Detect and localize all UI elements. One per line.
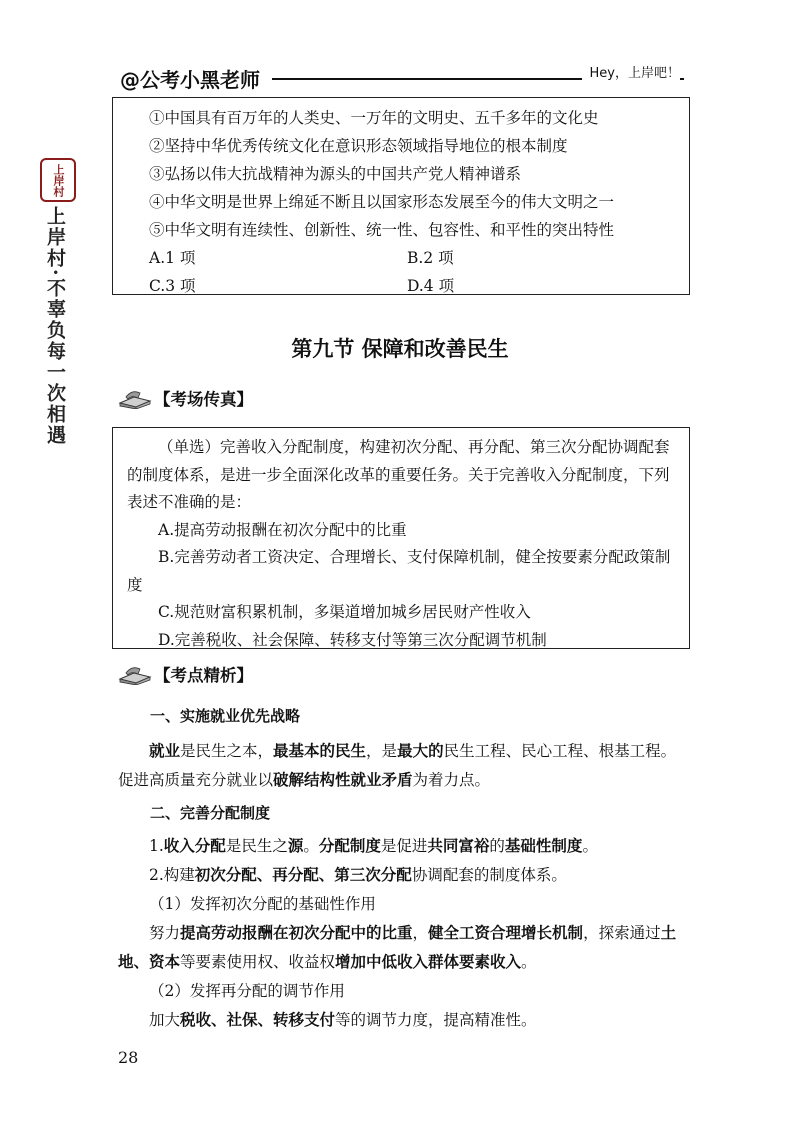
option-d: D.4 项 xyxy=(407,277,455,295)
paragraph-initial xyxy=(118,919,688,977)
bold-text: 就业 xyxy=(149,742,181,760)
seal-logo: 上岸村 xyxy=(40,158,76,202)
option-a: A.1 项 xyxy=(149,249,196,267)
question-box xyxy=(112,97,690,295)
statement-item: ①中国具有百万年的人类史、一万年的文明史、五千多年的文化史 xyxy=(149,109,599,127)
answer-options xyxy=(149,244,689,300)
bold-text: 提高劳动报酬在初次分配中的比重 xyxy=(180,924,413,942)
text: 民生工程、民心工程、根基工程。促进高质量充分就业以 xyxy=(118,742,677,789)
header-brand: @公考小黑老师 xyxy=(120,68,260,92)
statement-item: ⑤中华文明有连续性、创新性、统一性、包容性、和平性的突出特性 xyxy=(149,221,615,239)
bold-text: 基础性制度 xyxy=(504,837,583,855)
text: 等的调节力度，提高精准性。 xyxy=(335,1011,537,1029)
bold-text: 初次分配、再分配、第三次分配 xyxy=(194,866,412,884)
analysis-content xyxy=(118,702,688,1035)
option-c: C.规范财富积累机制，多渠道增加城乡居民财产性收入 xyxy=(158,603,531,621)
paragraph-income xyxy=(118,832,688,861)
statement-item: ④中华文明是世界上绵延不断且以国家形态发展至今的伟大文明之一 xyxy=(149,193,615,211)
question-stem: （单选）完善收入分配制度，构建初次分配、再分配、第三次分配协调配套的制度体系，是进一步全面深化改革的重要任务。关于完善收入分配制度，下列表述不准确的是： xyxy=(127,438,670,511)
heading-distribution: 二、完善分配制度 xyxy=(150,804,271,822)
bold-text: 最大的 xyxy=(397,742,444,760)
text: 。 xyxy=(582,837,598,855)
bold-text: 最基本的民生 xyxy=(273,742,367,760)
paragraph-redistribution xyxy=(118,1006,688,1035)
text: 是促进 xyxy=(380,837,428,855)
option-d: D.完善税收、社会保障、转移支付等第三次分配调节机制 xyxy=(158,630,547,649)
text: ，是 xyxy=(366,742,398,760)
bold-text: 分配制度 xyxy=(318,837,381,855)
page-number: 28 xyxy=(118,1048,139,1067)
text: ，探索通过 xyxy=(583,924,661,942)
paragraph-employment xyxy=(118,737,688,795)
statement-item: ③弘扬以伟大抗战精神为源头的中国共产党人精神谱系 xyxy=(149,165,522,183)
book-icon xyxy=(118,663,152,685)
option-b: B.完善劳动者工资决定、合理增长、支付保障机制，健全按要素分配政策制度 xyxy=(127,548,671,594)
side-slogan: 上岸村·不辜负每一次相遇 xyxy=(44,206,66,446)
analysis-heading xyxy=(118,662,253,686)
header-slogan: Hey，上岸吧！ xyxy=(582,62,680,81)
bold-text: 破解结构性就业矛盾 xyxy=(273,771,413,789)
paragraph-initial-heading: （1）发挥初次分配的基础性作用 xyxy=(149,895,376,913)
paragraph-redistribution-heading: （2）发挥再分配的调节作用 xyxy=(149,982,345,1000)
text: 的 xyxy=(489,837,505,855)
text: 1. xyxy=(149,837,164,855)
text: 是民生之本， xyxy=(180,742,274,760)
bold-text: 税收、社保、转移支付 xyxy=(180,1011,336,1029)
option-a: A.提高劳动报酬在初次分配中的比重 xyxy=(158,520,407,539)
text: 等要素使用权、收益权 xyxy=(180,953,336,971)
paragraph-system xyxy=(118,861,688,890)
text: ， xyxy=(412,924,429,942)
bold-text: 共同富裕 xyxy=(427,837,490,855)
section-title: 第九节 保障和改善民生 xyxy=(291,337,509,361)
bold-text: 健全工资合理增长机制 xyxy=(428,924,584,942)
bold-text: 源 xyxy=(287,837,304,855)
text: 。 xyxy=(303,837,319,855)
bold-text: 收入分配 xyxy=(163,837,226,855)
statement-item: ②坚持中华优秀传统文化在意识形态领域指导地位的根本制度 xyxy=(149,137,568,155)
text: 是民生之 xyxy=(225,837,288,855)
exam-question-box xyxy=(112,427,690,649)
text: 。 xyxy=(521,953,537,971)
exam-heading xyxy=(118,386,253,410)
analysis-heading-label: 【考点精析】 xyxy=(154,666,253,685)
bold-text: 增加中低收入群体要素收入 xyxy=(335,953,522,971)
text: 协调配套的制度体系。 xyxy=(411,866,567,884)
heading-employment: 一、实施就业优先战略 xyxy=(150,707,301,725)
bold-text: 土地、资本 xyxy=(118,924,677,971)
text: 2.构建 xyxy=(149,866,195,884)
text: 努力 xyxy=(149,924,181,942)
text: 加大 xyxy=(149,1011,181,1029)
text: 为着力点。 xyxy=(412,771,491,789)
option-c: C.3 项 xyxy=(149,277,196,295)
option-b: B.2 项 xyxy=(407,249,454,267)
exam-heading-label: 【考场传真】 xyxy=(154,390,253,409)
book-icon xyxy=(118,387,152,409)
